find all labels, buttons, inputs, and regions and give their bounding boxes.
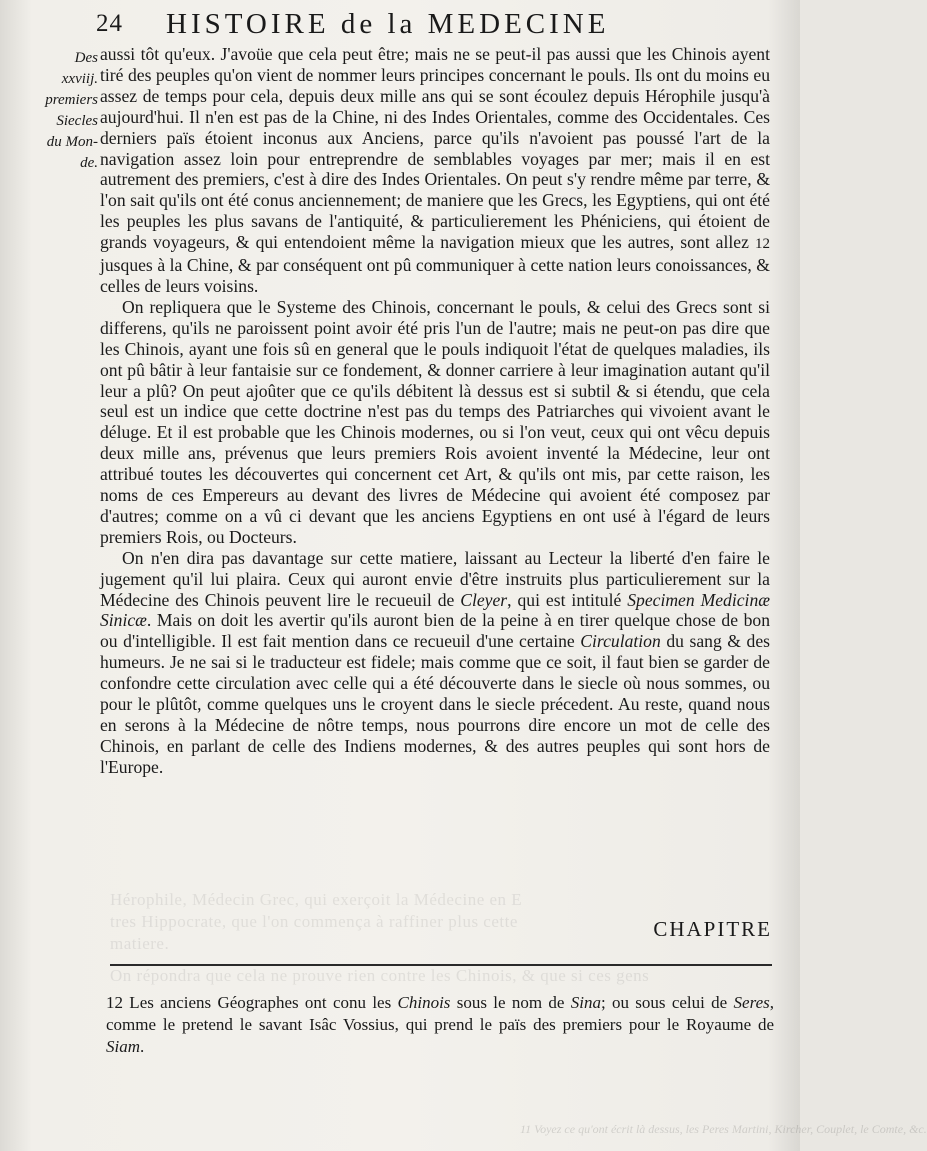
show-through-line: matiere. bbox=[110, 934, 170, 953]
footnote-text: sous le nom de bbox=[450, 993, 571, 1012]
margin-note-line: xxviij. bbox=[61, 71, 98, 87]
main-text bbox=[100, 44, 770, 778]
margin-note-line: premiers bbox=[45, 92, 98, 108]
footnote-italic: Seres bbox=[733, 993, 770, 1012]
margin-note-line: de. bbox=[80, 155, 98, 171]
footnote-text: , comme le pretend le savant Isâc Vossius, qui prend le païs des premiers pour le Royaume de bbox=[106, 993, 774, 1034]
footnote-text: Les anciens Géographes ont conu les bbox=[123, 993, 398, 1012]
italic-title: Specimen Medicinæ Sinicæ bbox=[100, 589, 770, 631]
paragraph-2: On repliquera que le Systeme des Chinois, concernant le pouls, & celui des Grecs sont si differens, qu'ils ne paroissent point avoir été pris l'un de l'autre; mais ne peut-on pas dire que les Chinois, ayant une fois sû en general que le pouls indiquoit l'état de quelques maladies, ils ont pû bâtir à leur fantaisie sur ce fondement, & donner carriere à leur imagination autant qu'il leur a plû? On peut ajoûter que ce qu'ils débitent là dessus est si subtil & si étendu, que cela seul est un indice que cette doctrine n'est pas du temps des Patriarches qui vivoient avant le déluge. Et il est probable que les Chinois modernes, ou si l'on veut, ceux qui ont vêcu depuis deux mille ans, prévenus que leurs premiers Rois avoient inventé la Médecine, leur ont attribué toutes les découvertes qui concernent cet Art, & qu'ils ont mis, par cette raison, les noms de ces Empereurs au devant des livres de Médecine qui avoient été composez par d'autres; comme on a vû ci devant que les anciens Egyptiens en ont usé à l'égard de leurs premiers Rois, ou Docteurs. bbox=[100, 296, 770, 547]
show-through-line: tres Hippocrate, que l'on commença à raffiner plus cette bbox=[110, 912, 518, 931]
paragraph-text: , qui est intitulé bbox=[507, 589, 628, 610]
paragraph-text: aussi tôt qu'eux. J'avoüe que cela peut être; mais ne se peut-il pas aussi que les Chinois ayent tiré des peuples qu'on vient de nommer leurs principes concernant le pouls. Ils ont du moins eu assez de temps pour cela, depuis deux mille ans qui se sont écoulez depuis Hérophile jusqu'à aujourd'hui. Il n'en est pas de la Chine, ni des Indes Orientales, comme des Occidentales. Ces derniers païs étoient inconus aux Anciens, parce qu'ils n'avoient pas poussé l'art de la navigation assez loin pour entreprendre de semblables voyages par mer; mais il en est autrement des premiers, c'est à dire des Indes Orientales. On peut s'y rendre même par terre, & l'on sait qu'ils ont été conus anciennement; de maniere que les Grecs, les Egyptiens, qui ont été les peuples les plus savans de l'antiquité, & particulierement les Phéniciens, qui étoient de grands voyageurs, & qui entendoient même la navigation mieux que les autres, sont allez bbox=[100, 44, 770, 253]
footnote-marker: 12 bbox=[106, 993, 123, 1012]
italic-name: Cleyer bbox=[460, 589, 508, 610]
catchword: CHAPITRE bbox=[653, 917, 772, 941]
footnote-text: ; ou sous celui de bbox=[600, 993, 734, 1012]
footnote-divider bbox=[110, 964, 772, 966]
paragraph-text: On n'en dira pas davantage sur cette matiere, laissant au Lecteur la liberté d'en faire le jugement qu'il lui plaira. Ceux qui auront envie d'être instruits plus particulierement sur la Médecine des Chinois peuvent lire le recueuil de bbox=[100, 547, 770, 610]
footnote-italic: Siam bbox=[106, 1037, 140, 1056]
footnote-italic: Sina bbox=[570, 993, 601, 1012]
margin-note-line: Des bbox=[74, 50, 98, 66]
margin-note bbox=[22, 48, 98, 174]
show-through-line: Hérophile, Médecin Grec, qui exerçoit la Médecine en E bbox=[110, 890, 523, 909]
show-through-footnote: 11 Voyez ce qu'ont écrit là dessus, les Peres Martini, Kircher, Couplet, le Comte, &c. bbox=[520, 1122, 927, 1136]
running-title: HISTOIRE de la MEDECINE bbox=[166, 8, 610, 40]
italic-term: Circulation bbox=[580, 631, 661, 652]
paragraph-text: jusques à la Chine, & par conséquent ont pû communiquer à cette nation leurs conoissances, & celles de leurs voisins. bbox=[100, 255, 770, 296]
footnote-marker: 12 bbox=[754, 236, 770, 253]
footnote-text: . bbox=[140, 1037, 145, 1056]
paragraph-text: du sang & des humeurs. Je ne sai si le traducteur est fidele; mais comme que ce soit, il faut bien se garder de confondre cette circulation avec celle qui a été découverte dans le siecle où nous sommes, ou pour le plûtôt, comme quelques uns le croyent dans le siecle précedent. Au reste, quand nous en serons à la Médecine de nôtre temps, nous pourrons dire encore un mot de celle des Chinois, en parlant de celle des Indiens modernes, & des autres peuples qui sont hors de l'Europe. bbox=[100, 631, 770, 777]
page-number: 24 bbox=[96, 10, 123, 37]
page-header bbox=[96, 8, 772, 42]
paragraph-text: . Mais on doit les avertir qu'ils auront bien de la peine à en tirer quelque chose de bon ou d'intelligible. Il est fait mention dans ce recueuil d'une certaine bbox=[100, 610, 770, 652]
show-through-line: On répondra que cela ne prouve rien contre les Chinois, & que si ces gens bbox=[110, 966, 650, 985]
margin-note-line: Siecles bbox=[56, 113, 98, 129]
paragraph-1 bbox=[100, 44, 770, 297]
margin-note-line: du Mon- bbox=[46, 134, 98, 150]
footnote-italic: Chinois bbox=[397, 993, 451, 1012]
paragraph-3 bbox=[100, 548, 770, 778]
footnote bbox=[106, 992, 774, 1058]
